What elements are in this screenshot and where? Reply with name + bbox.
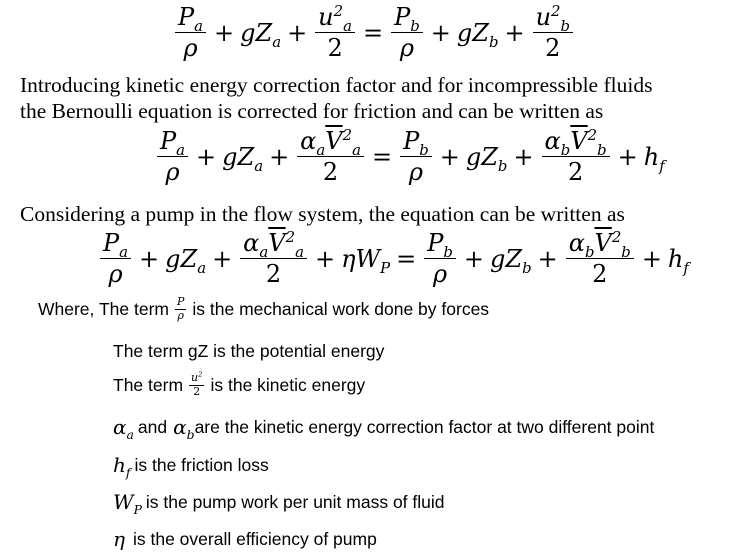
pump-bernoulli-equation: $\frac{P_a}{\rho}$ + $gZ_a$ + $\frac{\alpha_a\overline{V}^2_a}{2}$ + $\eta W_P$ = $\frac{P_b}{\rho}$ + $gZ_b$ + $\frac{\alpha_b\overline{V}^2_b}{2}$ + $h_f$ xyxy=(98,230,689,288)
alpha-and: and xyxy=(137,416,168,437)
where-prefix: Where, The term xyxy=(38,298,169,319)
efficiency-line xyxy=(113,527,377,551)
alpha-line xyxy=(113,415,655,442)
corrected-bernoulli-equation: $\frac{P_a}{\rho}$ + $gZ_a$ + $\frac{\alpha_a\overline{V}^2_a}{2}$ = $\frac{P_b}{\rho}$ + $gZ_b$ + $\frac{\alpha_b\overline{V}^2_b}{2}$ + $h_f$ xyxy=(155,128,665,186)
hf-suffix: is the friction loss xyxy=(134,454,269,475)
where-line xyxy=(38,296,489,322)
intro-line-2: the Bernoulli equation is corrected for friction and can be written as xyxy=(20,99,604,123)
kinetic-term-fraction: $\frac{u^2}{2}$ xyxy=(191,370,203,398)
where-suffix: is the mechanical work done by forces xyxy=(192,298,490,319)
wp-suffix: is the pump work per unit mass of fluid xyxy=(145,491,445,512)
kinetic-prefix: The term xyxy=(113,374,184,395)
pump-intro-line: Considering a pump in the flow system, the equation can be written as xyxy=(20,202,625,226)
alpha-a-symbol: $\alpha_a$ xyxy=(113,415,134,442)
pressure-term-fraction: $\frac{P}{\rho}$ xyxy=(176,295,185,322)
potential-energy-line: The term gZ is the potential energy xyxy=(113,341,385,361)
friction-loss-line xyxy=(113,453,269,480)
kinetic-energy-line xyxy=(113,372,365,398)
alpha-suffix: are the kinetic energy correction factor at two different point xyxy=(194,416,655,437)
alpha-b-symbol: $\alpha_b$ xyxy=(173,415,195,442)
intro-line-1: Introducing kinetic energy correction factor and for incompressible fluids xyxy=(20,73,653,97)
eta-suffix: is the overall efficiency of pump xyxy=(132,528,377,549)
eta-symbol: η xyxy=(113,527,125,551)
kinetic-suffix: is the kinetic energy xyxy=(210,374,366,395)
bernoulli-equation: $\frac{P_a}{\rho}$ + $gZ_a$ + $\frac{u^2_a}{2}$ = $\frac{P_b}{\rho}$ + $gZ_b$ + $\frac{u^2_b}{2}$ xyxy=(173,4,575,62)
pump-work-line xyxy=(113,490,445,517)
wp-symbol: $W_P$ xyxy=(113,490,142,517)
hf-symbol: $h_f$ xyxy=(113,453,131,480)
